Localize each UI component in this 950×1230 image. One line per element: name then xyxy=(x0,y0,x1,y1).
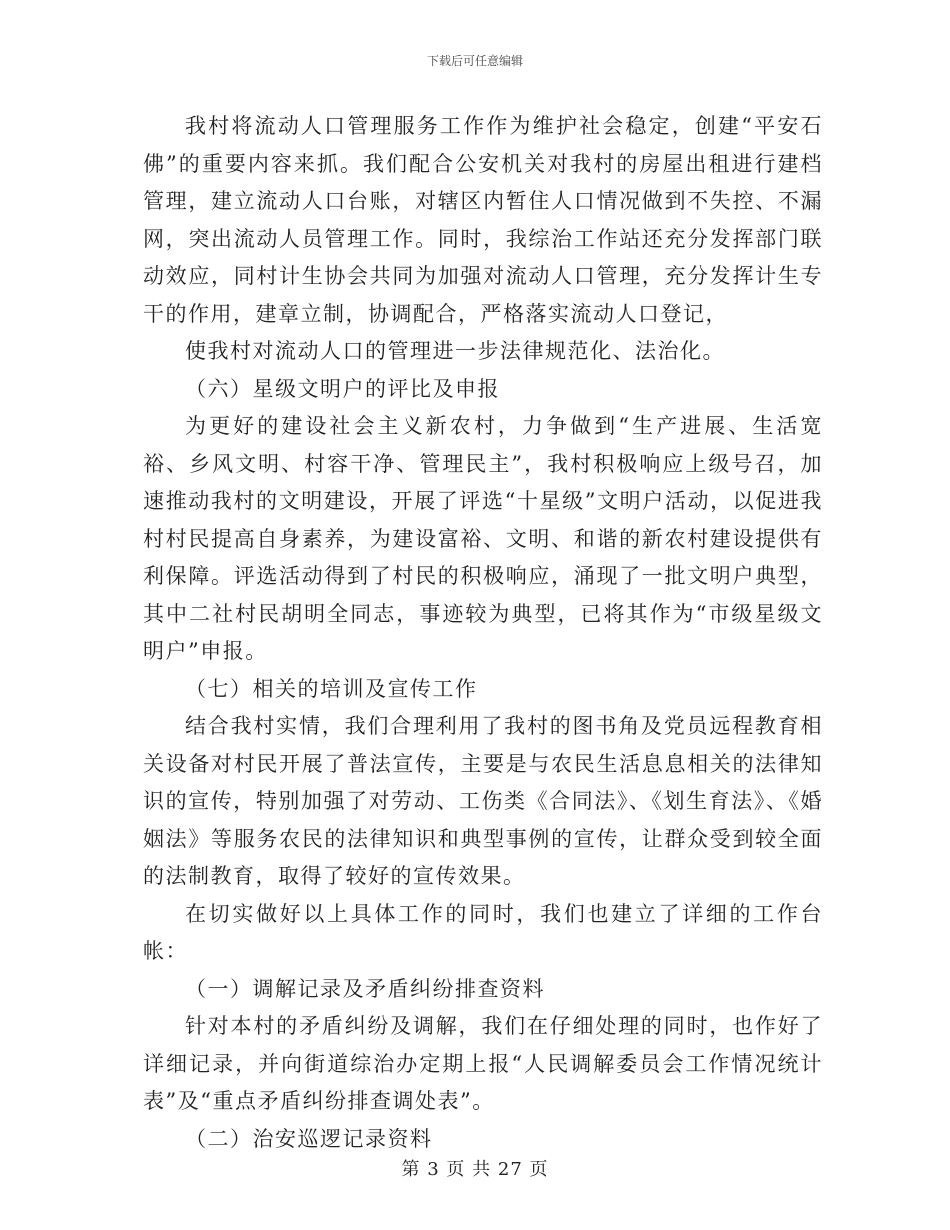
paragraph-floating-population: 我村将流动人口管理服务工作作为维护社会稳定，创建“平安石佛”的重要内容来抓。我们配合公安机关对我村的房屋出租进行建档管理，建立流动人口台账，对辖区内暂住人口情况做到不失控、不漏网，突出流动人员管理工作。同时，我综治工作站还充分发挥部门联动效应，同村计生协会共同为加强对流动人口管理，充分发挥计生专干的作用，建章立制，协调配合，严格落实流动人口登记， xyxy=(143,114,823,326)
page-label-suffix: 页 xyxy=(529,1159,549,1180)
paragraph-civilized-households: 为更好的建设社会主义新农村，力争做到“生产进展、生活宽裕、乡风文明、村容干净、管理民主”，我村积极响应上级号召，加速推动我村的文明建设，开展了评选“十星级”文明户活动，以促进我村村民提高自身素养，为建设富裕、文明、和谐的新农村建设提供有利保障。评选活动得到了村民的积极响应，涌现了一批文明户典型，其中二社村民胡明全同志，事迹较为典型，已将其作为“市级星级文明户”申报。 xyxy=(143,414,823,663)
page-label-mid: 页 共 xyxy=(446,1159,492,1180)
section-heading-six: （六）星级文明户的评比及申报 xyxy=(185,376,500,401)
page-number: 3 xyxy=(427,1159,440,1180)
document-body xyxy=(143,108,823,1158)
page-label-prefix: 第 xyxy=(401,1159,421,1180)
section-heading-two: （二）治安巡逻记录资料 xyxy=(185,1126,433,1151)
section-heading-one: （一）调解记录及矛盾纠纷排查资料 xyxy=(185,976,545,1001)
page-header-note: 下载后可任意编辑 xyxy=(426,54,523,68)
page-footer xyxy=(0,1155,950,1181)
section-heading-seven: （七）相关的培训及宣传工作 xyxy=(185,676,478,701)
paragraph-training-publicity: 结合我村实情，我们合理利用了我村的图书角及党员远程教育相关设备对村民开展了普法宣传，主要是与农民生活息息相关的法律知识的宣传，特别加强了对劳动、工伤类《合同法》、《划生育法》、《婚姻法》等服务农民的法律知识和典型事例的宣传，让群众受到较全面的法制教育，取得了较好的宣传效果。 xyxy=(143,714,823,888)
paragraph-standardization: 使我村对流动人口的管理进一步法律规范化、法治化。 xyxy=(185,339,725,363)
paragraph-work-ledger: 在切实做好以上具体工作的同时，我们也建立了详细的工作台帐： xyxy=(143,901,823,963)
paragraph-mediation-records: 针对本村的矛盾纠纷及调解，我们在仔细处理的同时，也作好了详细记录，并向街道综治办定期上报“人民调解委员会工作情况统计表”及“重点矛盾纠纷排查调处表”。 xyxy=(143,1014,823,1113)
page-total: 27 xyxy=(497,1159,523,1180)
